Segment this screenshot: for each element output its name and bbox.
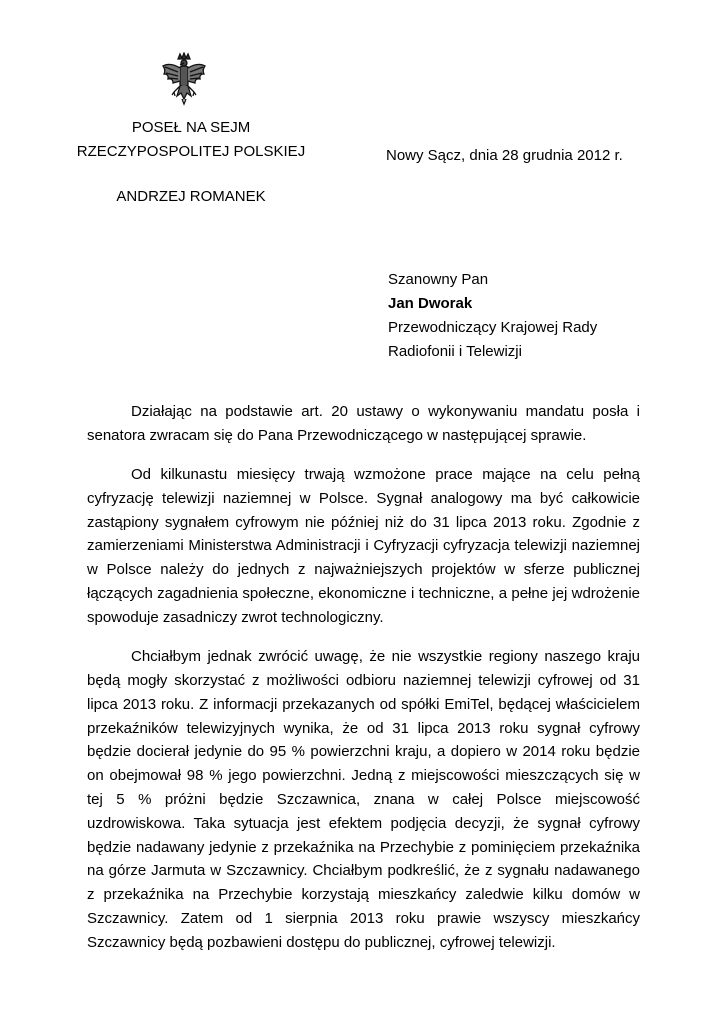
sender-block <box>72 116 310 209</box>
sender-line1: POSEŁ NA SEJM <box>131 119 251 136</box>
recipient-name: Jan Dworak <box>388 295 473 312</box>
recipient-block <box>388 268 597 364</box>
recipient-title-line1: Przewodniczący Krajowej Rady <box>388 319 598 336</box>
paragraph: Od kilkunastu miesięcy trwają wzmożone prace mające na celu pełną cyfryzację telewizji naziemnej w Polsce. Sygnał analogowy ma być całkowicie zastąpiony sygnałem cyfrowym nie później niż do 31 lipca 2013 roku. Zgodnie z zamierzeniami Ministerstwa Administracji i Cyfryzacji cyfryzacja telewizji naziemnej w Polsce należy do jednych z najważniejszych projektów w sferze publicznej łączących zagadnienia społeczne, ekonomiczne i techniczne, a pełne jej wdrożenie spowoduje zasadniczy zwrot technologiczny. <box>87 466 640 626</box>
sender-name: ANDRZEJ ROMANEK <box>116 188 266 205</box>
recipient-title-line2: Radiofonii i Telewizji <box>388 343 522 360</box>
sender-line2: RZECZYPOSPOLITEJ POLSKIEJ <box>76 143 306 160</box>
recipient-salutation: Szanowny Pan <box>388 271 489 288</box>
place-date: Nowy Sącz, dnia 28 grudnia 2012 r. <box>386 147 623 164</box>
letter-body <box>87 400 640 970</box>
paragraph: Chciałbym jednak zwrócić uwagę, że nie wszystkie regiony naszego kraju będą mogły skorzystać z możliwości odbioru naziemnej telewizji cyfrowej od 31 lipca 2013 roku. Z informacji przekazanych od spółki EmiTel, będącej właścicielem przekaźników telewizyjnych wynika, że od 31 lipca 2013 roku sygnał cyfrowy będzie docierał jedynie do 95 % powierzchni kraju, a dopiero w 2014 roku będzie on obejmował 98 % jego powierzchni. Jedną z miejscowości mieszczących się w tej 5 % próżni będzie Szczawnica, znana w całej Polsce miejscowość uzdrowiskowa. Taka sytuacja jest efektem podjęcia decyzji, że sygnał cyfrowy będzie nadawany jedynie z przekaźnika na Przechybie z pominięciem przekaźnika na górze Jarmuta w Szczawnicy. Chciałbym podkreślić, że z sygnału nadawanego z przekaźnika na Przechybie korzystają mieszkańcy zaledwie kilku domów w Szczawnicy. Zatem od 1 sierpnia 2013 roku prawie wszyscy mieszkańcy Szczawnicy będą pozbawieni dostępu do publicznej, cyfrowej telewizji. <box>87 648 640 951</box>
paragraph: Działając na podstawie art. 20 ustawy o wykonywaniu mandatu posła i senatora zwracam się do Pana Przewodniczącego w następującej sprawie. <box>87 403 640 444</box>
polish-eagle-emblem-icon <box>160 52 208 110</box>
